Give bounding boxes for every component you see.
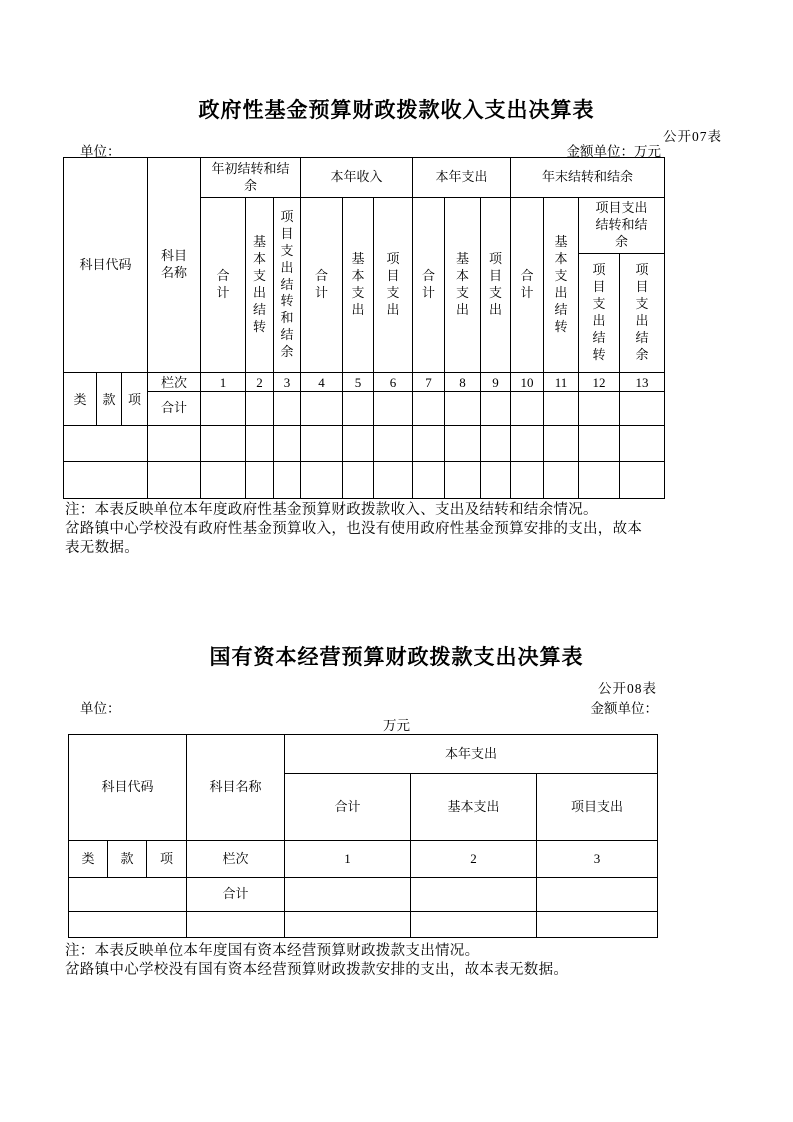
group-header-row xyxy=(69,735,658,774)
data-cell xyxy=(445,392,481,426)
header-col-4: 合计 xyxy=(301,198,343,373)
col-number-cell: 5 xyxy=(343,373,374,392)
data-cell xyxy=(481,426,511,462)
col-number-cell: 4 xyxy=(301,373,343,392)
data-cell xyxy=(374,462,413,499)
data-cell xyxy=(413,426,445,462)
state-capital-table xyxy=(68,734,658,938)
data-cell xyxy=(579,426,620,462)
col-number-cell: 6 xyxy=(374,373,413,392)
gov-fund-table-title: 政府性基金预算财政拨款收入支出决算表 xyxy=(198,99,595,122)
header-col-7: 合计 xyxy=(413,198,445,373)
gov-fund-pub-label: 公开07表 xyxy=(663,129,722,144)
name-cell xyxy=(187,912,285,938)
header-group-year-expense: 本年支出 xyxy=(413,158,511,198)
data-cell xyxy=(301,392,343,426)
data-cell xyxy=(274,426,301,462)
data-cell xyxy=(481,462,511,499)
data-cell xyxy=(544,462,579,499)
col-number-cell: 3 xyxy=(274,373,301,392)
data-cell xyxy=(579,462,620,499)
code-cell xyxy=(64,426,148,462)
col-number-cell: 13 xyxy=(620,373,665,392)
header-col-13: 项目支出结余 xyxy=(620,254,665,373)
gov-fund-amount-unit-label: 金额单位：万元 xyxy=(566,144,661,159)
data-cell xyxy=(274,462,301,499)
data-cell xyxy=(343,462,374,499)
total-row xyxy=(69,878,658,912)
header-subject-code: 科目代码 xyxy=(69,735,187,841)
data-cell xyxy=(411,912,537,938)
empty-data-row xyxy=(69,912,658,938)
header-section: 款 xyxy=(97,373,122,426)
state-capital-table-title: 国有资本经营预算财政拨款支出决算表 xyxy=(209,646,584,669)
data-cell xyxy=(481,392,511,426)
data-cell xyxy=(285,878,411,912)
col-number-cell: 2 xyxy=(411,841,537,878)
total-label-cell: 合计 xyxy=(187,878,285,912)
column-number-row xyxy=(64,373,665,392)
col-number-cell: 3 xyxy=(537,841,658,878)
data-cell xyxy=(201,462,246,499)
header-sub-group-project: 项目支出结转和结余 xyxy=(579,198,665,254)
data-cell xyxy=(201,392,246,426)
header-col-12: 项目支出结转 xyxy=(579,254,620,373)
data-cell xyxy=(374,426,413,462)
header-subject-name: 科目名称 xyxy=(148,158,201,373)
header-col-1: 合计 xyxy=(201,198,246,373)
data-cell xyxy=(301,426,343,462)
note-line: 岔路镇中心学校没有国有资本经营预算财政拨款安排的支出，故本表无数据。 xyxy=(65,962,569,978)
data-cell xyxy=(285,912,411,938)
col-number-cell: 8 xyxy=(445,373,481,392)
header-group-year-expense: 本年支出 xyxy=(285,735,658,774)
data-cell xyxy=(579,392,620,426)
header-col-10: 合计 xyxy=(511,198,544,373)
data-cell xyxy=(246,426,274,462)
total-label-cell: 合计 xyxy=(148,392,201,426)
data-cell xyxy=(511,426,544,462)
header-group-end-year: 年末结转和结余 xyxy=(511,158,665,198)
data-cell xyxy=(544,426,579,462)
gov-fund-note xyxy=(65,501,642,558)
code-cell xyxy=(64,462,148,499)
header-col-6: 项目支出 xyxy=(374,198,413,373)
header-group-begin-year: 年初结转和结余 xyxy=(201,158,301,198)
header-group-year-income: 本年收入 xyxy=(301,158,413,198)
header-col-9: 项目支出 xyxy=(481,198,511,373)
header-section: 款 xyxy=(108,841,147,878)
data-cell xyxy=(301,462,343,499)
state-capital-amount-unit-value: 万元 xyxy=(383,718,410,733)
data-cell xyxy=(544,392,579,426)
gov-fund-table xyxy=(63,157,665,499)
header-item: 项 xyxy=(122,373,148,426)
empty-data-row xyxy=(64,426,665,462)
col-number-cell: 2 xyxy=(246,373,274,392)
data-cell xyxy=(445,462,481,499)
header-col-1: 合计 xyxy=(285,774,411,841)
data-cell xyxy=(246,462,274,499)
total-row xyxy=(64,392,665,426)
header-col-11: 基本支出结转 xyxy=(544,198,579,373)
col-number-cell: 1 xyxy=(201,373,246,392)
header-col-3: 项目支出结转和结余 xyxy=(274,198,301,373)
data-cell xyxy=(620,392,665,426)
rank-label-cell: 栏次 xyxy=(187,841,285,878)
header-col-8: 基本支出 xyxy=(445,198,481,373)
data-cell xyxy=(620,462,665,499)
note-line: 表无数据。 xyxy=(65,540,139,556)
data-cell xyxy=(411,878,537,912)
data-cell xyxy=(620,426,665,462)
col-number-cell: 11 xyxy=(544,373,579,392)
data-cell xyxy=(343,392,374,426)
header-subject-code: 科目代码 xyxy=(64,158,148,373)
data-cell xyxy=(537,878,658,912)
state-capital-unit-label: 单位： xyxy=(80,701,121,716)
header-col-3: 项目支出 xyxy=(537,774,658,841)
col-number-cell: 1 xyxy=(285,841,411,878)
col-number-cell: 7 xyxy=(413,373,445,392)
data-cell xyxy=(274,392,301,426)
empty-data-row xyxy=(64,462,665,499)
data-cell xyxy=(374,392,413,426)
col-number-cell: 10 xyxy=(511,373,544,392)
header-item: 项 xyxy=(147,841,187,878)
data-cell xyxy=(413,392,445,426)
code-cell xyxy=(69,878,187,912)
header-col-5: 基本支出 xyxy=(343,198,374,373)
name-cell xyxy=(148,426,201,462)
data-cell xyxy=(343,426,374,462)
state-capital-pub-label: 公开08表 xyxy=(598,681,657,696)
data-cell xyxy=(246,392,274,426)
group-header-row xyxy=(64,158,665,198)
note-line: 注：本表反映单位本年度政府性基金预算财政拨款收入、支出及结转和结余情况。 xyxy=(65,502,598,518)
gov-fund-unit-label: 单位： xyxy=(80,144,121,159)
name-cell xyxy=(148,462,201,499)
header-col-2: 基本支出 xyxy=(411,774,537,841)
data-cell xyxy=(413,462,445,499)
data-cell xyxy=(445,426,481,462)
state-capital-note xyxy=(65,942,568,980)
data-cell xyxy=(511,462,544,499)
state-capital-amount-unit-label: 金额单位： xyxy=(590,701,658,716)
header-col-2: 基本支出结转 xyxy=(246,198,274,373)
note-line: 岔路镇中心学校没有政府性基金预算收入，也没有使用政府性基金预算安排的支出，故本 xyxy=(65,521,643,537)
data-cell xyxy=(201,426,246,462)
data-cell xyxy=(511,392,544,426)
header-class: 类 xyxy=(64,373,97,426)
header-subject-name: 科目名称 xyxy=(187,735,285,841)
data-cell xyxy=(537,912,658,938)
note-line: 注：本表反映单位本年度国有资本经营预算财政拨款支出情况。 xyxy=(65,943,480,959)
col-number-cell: 12 xyxy=(579,373,620,392)
rank-label-cell: 栏次 xyxy=(148,373,201,392)
col-number-cell: 9 xyxy=(481,373,511,392)
header-class: 类 xyxy=(69,841,108,878)
code-cell xyxy=(69,912,187,938)
column-number-row xyxy=(69,841,658,878)
